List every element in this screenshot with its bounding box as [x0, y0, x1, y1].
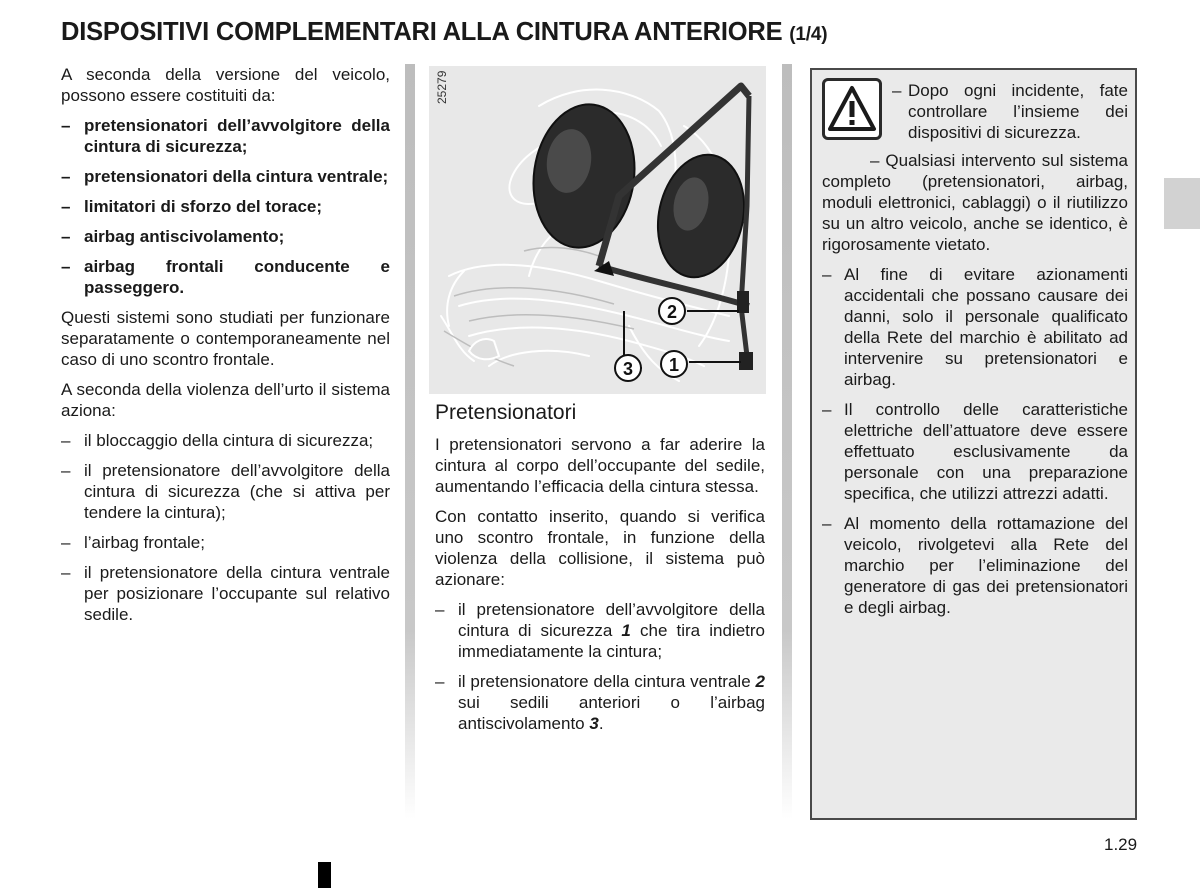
- dash: –: [822, 400, 832, 419]
- dash: –: [61, 116, 71, 135]
- dash: –: [61, 197, 71, 216]
- warning-paragraph: [822, 150, 1128, 255]
- seat-illustration: [429, 66, 766, 394]
- list-item-text: il pretensionatore della cintura ventrale per posizionare l’occupante sul relativo sedile.: [84, 563, 390, 624]
- list-item: [435, 671, 765, 734]
- paragraph: Con contatto inserito, quando si verifica uno scontro frontale, in funzione della violenza della collisione, il sistema può azionare:: [435, 507, 765, 589]
- device-list: [61, 115, 390, 298]
- list-item-text: airbag antiscivolamento;: [84, 227, 285, 246]
- seat-drawing: [429, 66, 766, 394]
- list-item: [61, 256, 390, 298]
- warning-body: [822, 150, 1128, 627]
- list-item-text: .: [598, 714, 604, 733]
- dash: –: [61, 227, 71, 246]
- figure-code: 25279: [435, 70, 449, 104]
- pretensioner-list: [435, 599, 765, 734]
- warning-box: [810, 68, 1137, 820]
- list-item: [61, 226, 390, 247]
- list-item: [822, 264, 1128, 390]
- dash: –: [61, 167, 71, 186]
- intro-text: A seconda della versione del veicolo, possono essere costituiti da:: [61, 65, 390, 105]
- paragraph: Questi sistemi sono studiati per funzionare separatamente o contemporaneamente nel caso di uno scontro frontale.: [61, 308, 390, 369]
- list-item-text: limitatori di sforzo del torace;: [84, 197, 323, 216]
- dash: –: [61, 461, 71, 480]
- list-item: [61, 166, 390, 187]
- dash: –: [61, 533, 71, 552]
- paragraph: I pretensionatori servono a far aderire la cintura al corpo dell’occupante del sedile, aumentando l’efficacia della cintura stessa.: [435, 435, 765, 496]
- list-item: [61, 115, 390, 157]
- belt-retractor-1: [739, 352, 753, 370]
- list-item-text: sui sedili anteriori o l’airbag antiscivolamento: [458, 693, 765, 733]
- reference-number: 3: [589, 714, 599, 733]
- list-item: [61, 460, 390, 523]
- warning-icon: [822, 78, 882, 140]
- dash: –: [61, 257, 71, 276]
- title-text: DISPOSITIVI COMPLEMENTARI ALLA CINTURA ANTERIORE: [61, 18, 783, 46]
- list-item-text: il bloccaggio della cintura di sicurezza;: [84, 431, 374, 450]
- warning-list: [822, 264, 1128, 618]
- list-item-text: pretensionatori della cintura ventrale;: [84, 167, 389, 186]
- list-item-text: che tira indietro immediatamente la cintura;: [458, 621, 765, 661]
- action-list: [61, 430, 390, 625]
- list-item: [822, 513, 1128, 618]
- warning-paragraph-text: Qualsiasi intervento sul sistema completo (pretensionatori, airbag, moduli elettronici, cablaggi) o il riutilizzo su un altro veicolo, anche se identico, è rigorosamente vietato.: [822, 151, 1128, 254]
- reference-number: 2: [755, 672, 765, 691]
- list-item: [822, 399, 1128, 504]
- paragraph: A seconda della violenza dell’urto il sistema aziona:: [61, 380, 390, 420]
- belt-buckle-2: [737, 291, 749, 313]
- page-number: 1.29: [1104, 835, 1138, 854]
- list-item-text: l’airbag frontale;: [84, 533, 205, 552]
- occupant-foot: [469, 339, 499, 359]
- dash: –: [435, 600, 445, 619]
- list-item: [61, 196, 390, 217]
- warning-triangle-icon: [825, 81, 879, 137]
- column-separator: [405, 64, 415, 819]
- dash: –: [61, 431, 71, 450]
- section-tab-marker: [1164, 178, 1200, 229]
- callout-1-label: 1: [668, 355, 680, 375]
- column-separator: [782, 64, 792, 819]
- list-item-text: il pretensionatore dell’avvolgitore della cintura di sicurezza (che si attiva per tendere la cintura);: [84, 461, 390, 522]
- list-item: [61, 430, 390, 451]
- list-item-text: il pretensionatore della cintura ventrale: [458, 672, 756, 691]
- column-middle: [435, 400, 765, 743]
- dash: –: [892, 81, 902, 100]
- list-item: [435, 599, 765, 662]
- dash: –: [822, 514, 832, 533]
- list-item: [61, 562, 390, 625]
- list-item-text: il pretensionatore dell’avvolgitore della cintura di sicurezza: [458, 600, 765, 640]
- list-item-text: Al fine di evitare azionamenti accidentali che possano causare dei danni, solo il personale qualificato della Rete del marchio è abilitato ad intervenire su pretensionatori e airbag.: [844, 265, 1128, 389]
- dash: –: [870, 151, 880, 170]
- dash: –: [435, 672, 445, 691]
- list-item-text: Il controllo delle caratteristiche elettriche dell’attuatore deve essere effettuato esclusivamente da personale con una preparazione specifica, che utilizzi attrezzi adatti.: [844, 400, 1128, 503]
- reference-number: 1: [621, 621, 631, 640]
- warning-first-item: [892, 80, 1128, 143]
- dash: –: [61, 563, 71, 582]
- dash: –: [822, 265, 832, 284]
- column-left: [61, 64, 390, 634]
- list-item-text: Al momento della rottamazione del veicolo, rivolgetevi alla Rete del marchio per l’eliminazione del generatore di gas dei pretensionatori e degli airbag.: [844, 514, 1128, 617]
- list-item-text: pretensionatori dell’avvolgitore della cintura di sicurezza;: [84, 116, 390, 156]
- list-item: [61, 532, 390, 553]
- section-heading: Pretensionatori: [435, 401, 577, 424]
- title-part: (1/4): [789, 24, 828, 45]
- callout-3-label: 3: [622, 359, 634, 379]
- page-title: [61, 18, 827, 47]
- list-item-text: Dopo ogni incidente, fate controllare l’insieme dei dispositivi di sicurezza.: [908, 81, 1128, 142]
- crop-mark: [318, 862, 331, 888]
- callout-2-label: 2: [666, 302, 678, 322]
- list-item-text: airbag frontali conducente e passeggero.: [84, 257, 390, 297]
- list-item: [892, 80, 1128, 143]
